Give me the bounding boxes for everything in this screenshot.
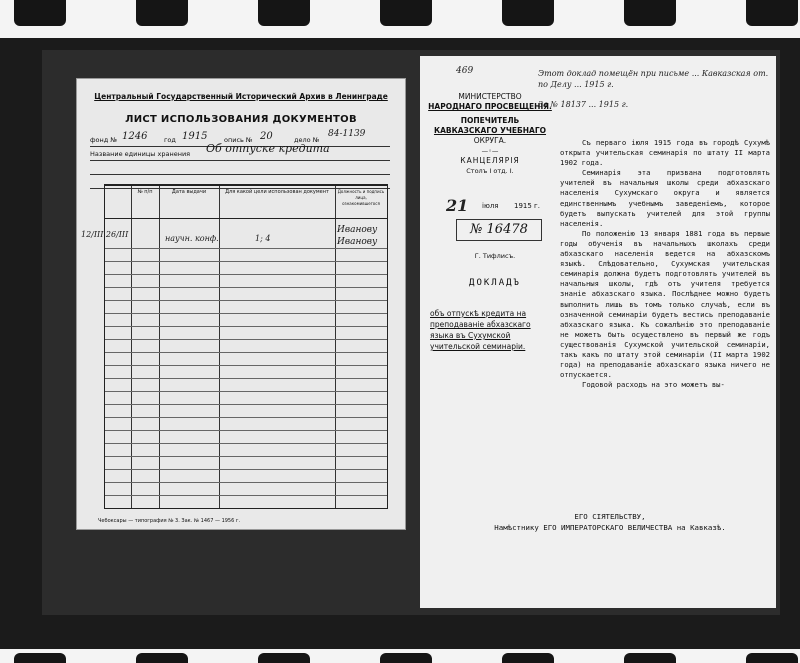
table-col-divider (131, 186, 132, 508)
table-rule-line (105, 248, 387, 249)
table-rule-line (105, 300, 387, 301)
sheet-title: ЛИСТ ИСПОЛЬЗОВАНИЯ ДОКУМЕНТОВ (125, 114, 357, 125)
table-rule-line (105, 456, 387, 457)
city-label: Г. Тифлисъ. (474, 252, 516, 260)
handwritten-note-2: 3а № 18137 ... 1915 г. (538, 100, 629, 109)
table-col-divider (159, 186, 160, 508)
addressee-line-2: Намѣстнику ЕГО ИМПЕРАТОРСКАГО ВЕЛИЧЕСТВА на Кавказѣ. (494, 523, 726, 532)
col-header-date: Дата выдачи (171, 189, 207, 195)
film-perforation (258, 0, 310, 26)
delo-value: 84-1139 (328, 129, 366, 139)
delo-label: дело № (294, 136, 320, 144)
report-body (560, 138, 770, 390)
col-header-signature: Должность и подпись лица, ознакомившегося (337, 189, 385, 206)
opis-label: опись № (224, 136, 253, 144)
archive-header: Центральный Государственный Исторический Архив в Ленинграде (94, 92, 388, 101)
year-value: 1915 (182, 131, 208, 142)
year-label: год (164, 136, 176, 144)
film-perforation (258, 653, 310, 663)
case-name-row (90, 142, 390, 161)
film-strip-bottom (0, 649, 800, 663)
handwritten-note: Этот доклад помещён при письме ... Кавказская от. по Делу ... 1915 г. (538, 69, 769, 89)
entry-date: 12/III 26/III (81, 230, 129, 239)
table-rule-line (105, 313, 387, 314)
print-footer: Чебоксары — типография № 3. Зак. № 1467 — 1956 г. (98, 518, 241, 524)
film-perforation (624, 653, 676, 663)
document-subject: объ отпускѣ кредита на преподаваніе абхазскаго языка въ Сухумской учительской семинаріи. (430, 309, 531, 351)
entry-signature: Иванову Иванову (337, 225, 378, 247)
ministry-line-1: МИНИСТЕРСТВО (458, 92, 522, 101)
table-rule-line (105, 495, 387, 496)
trustee-line-3: ОКРУГА. (473, 136, 507, 145)
table-rule-line (105, 430, 387, 431)
table-rule-line (105, 261, 387, 262)
film-strip-top (0, 0, 800, 38)
table-rule-line (105, 443, 387, 444)
divider-ornament: —◦— (481, 147, 499, 155)
office-label: КАНЦЕЛЯРІЯ (460, 156, 520, 165)
film-perforation (136, 653, 188, 663)
table-rule-line (105, 404, 387, 405)
table-rule-line (105, 352, 387, 353)
film-perforation (14, 653, 66, 663)
usage-table (81, 184, 388, 509)
fond-label: фонд № (90, 136, 118, 144)
entry-sheets: 1; 4 (255, 234, 271, 243)
paragraph: Семинарія эта призвана подготовлять учителей въ начальныя школы среди абхазскаго населенія Сухумскаго округа и является единственнымъ учебнымъ заведеніемъ, которое будетъ выпускать учителей для этой группы населенія. (560, 168, 770, 228)
film-perforation (746, 0, 798, 26)
film-perforation (502, 653, 554, 663)
ministry-line-2: НАРОДНАГО ПРОСВЕЩЕНІЯ. (428, 102, 552, 111)
table-rule-line (105, 326, 387, 327)
addressee-line-1: ЕГО СІЯТЕЛЬСТВУ, (574, 512, 646, 521)
letterhead (426, 92, 554, 176)
case-name-label: Название единицы хранения (90, 150, 191, 158)
registration-number: № 16478 (456, 219, 542, 241)
report-document (420, 56, 776, 608)
entry-purpose: научн. конф. (165, 234, 219, 243)
addressee (450, 511, 770, 533)
film-perforation (502, 0, 554, 26)
usage-sheet (76, 78, 406, 530)
date-month: іюля (482, 202, 499, 210)
table-rule-line (105, 274, 387, 275)
table-header-divider (105, 218, 387, 219)
paragraph: По положенію 13 января 1881 года въ первые годы обученія въ начальныхъ школахъ среди абхазскаго населенія ведется на абхазскомъ языкѣ. Слѣдовательно, Сухумская учительская семинарія должна будетъ подготовлять учителей въ начальныя школы, гдѣ отъ учителя требуется знаніе абхазскаго языка. Послѣднее можно будетъ выполнить лишь въ томъ только случаѣ, если въ означенной семинаріи будетъ вестись преподаваніе абхазскаго языка. Къ сожалѣнію это преподаваніе не можетъ быть осуществлено въ первый же годъ существованія Сухумской учительской семинаріи, такъ какъ по штату этой семинаріи (II марта 1902 года) на преподаваніе абхазскаго языка ничего не отпускается. (560, 228, 770, 380)
blank-line (90, 162, 390, 175)
date-day: 21 (446, 196, 469, 215)
case-name-value: Об отпуске кредита (206, 142, 330, 155)
col-header-number: № п/п (137, 189, 153, 195)
document-type: ДОКЛАДЪ (469, 278, 521, 288)
table-rule-line (105, 339, 387, 340)
col-header-purpose: Для какой цели использован документ (225, 189, 329, 195)
table-line: Столъ I отд. I. (466, 167, 514, 175)
film-perforation (380, 653, 432, 663)
table-rule-line (105, 287, 387, 288)
stamp-number: 469 (456, 66, 474, 76)
table-rule-line (105, 391, 387, 392)
paragraph: Съ перваго іюля 1915 года въ городѣ Сухумѣ открыта учительская семинарія по штату II марта 1902 года. (560, 138, 770, 168)
film-perforation (14, 0, 66, 26)
table-col-divider (335, 186, 336, 508)
table-rule-line (105, 482, 387, 483)
film-perforation (380, 0, 432, 26)
film-perforation (136, 0, 188, 26)
fond-value: 1246 (122, 131, 148, 142)
trustee-line-1: ПОПЕЧИТЕЛЬ (460, 116, 520, 125)
table-rule-line (105, 469, 387, 470)
paragraph: Годовой расходъ на это можетъ вы- (582, 380, 725, 390)
film-perforation (624, 0, 676, 26)
table-rule-line (105, 378, 387, 379)
date-year: 1915 г. (514, 202, 540, 210)
film-perforation (746, 653, 798, 663)
table-col-divider (219, 186, 220, 508)
trustee-line-2: КАВКАЗСКАГО УЧЕБНАГО (433, 126, 547, 135)
table-rule-line (105, 417, 387, 418)
opis-value: 20 (260, 131, 273, 142)
table-rule-line (105, 365, 387, 366)
